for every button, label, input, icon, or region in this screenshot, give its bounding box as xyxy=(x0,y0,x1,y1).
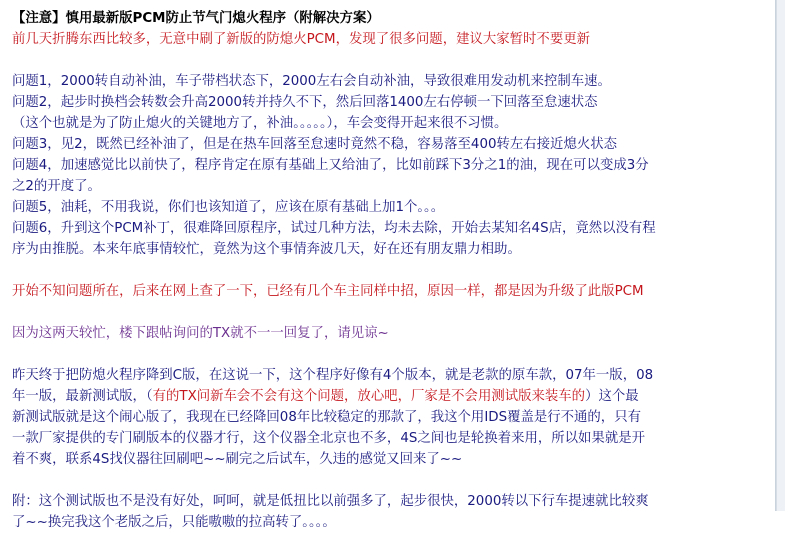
problem-6-continued: 序为由推脱。本来年底事情较忙，竟然为这个事情奔波几天，好在还有朋友鼎力相助。 xyxy=(12,242,521,257)
solution-line-2-start: 年一版，最新测试版，（ xyxy=(12,389,153,404)
solution-highlight: 有的TX问新车会不会有这个问题，放心吧，厂家是不会用测试版来装车的 xyxy=(152,389,586,404)
problem-5: 问题5，油耗，不用我说，你们也该知道了，应该在原有基础上加1个。。。 xyxy=(12,200,445,215)
problem-1: 问题1，2000转自动补油，车子带档状态下，2000左右会自动补油，导致很难用发动机来控制车速。 xyxy=(12,74,611,89)
solution-line-4: 一款厂家提供的专门刷版本的仪器才行，这个仪器全北京也不多，4S之间也是轮换着来用，所以如果就是开 xyxy=(12,431,645,446)
problem-2-continued: （这个也就是为了防止熄火的关键地方了，补油。。。。。），车会变得开起来很不习惯。 xyxy=(12,116,508,131)
solution-line-2-end: ）这个最 xyxy=(585,389,639,404)
problem-4: 问题4，加速感觉比以前快了，程序肯定在原有基础上又给油了，比如前踩下3分之1的油，现在可以变成3分 xyxy=(12,158,649,173)
spacer xyxy=(12,302,775,323)
spacer xyxy=(12,344,775,365)
problem-6: 问题6，升到这个PCM补丁，很难降回原程序，试过几种方法，均未去除，开始去某知名4S店，竟然以没有程 xyxy=(12,221,656,236)
problem-3: 问题3，见2，既然已经补油了，但是在热车回落至怠速时竟然不稳，容易落至400转左右接近熄火状态 xyxy=(12,137,618,152)
busy-notice: 因为这两天较忙，楼下跟帖询问的TX就不一一回复了，请见谅~ xyxy=(12,326,389,341)
problem-4-continued: 之2的开度了。 xyxy=(12,179,101,194)
cause-text: 开始不知问题所在，后来在网上查了一下，已经有几个车主同样中招，原因一样，都是因为升级了此版PCM xyxy=(12,284,644,299)
spacer xyxy=(12,50,775,71)
solution-line-5: 着不爽，联系4S找仪器往回刷吧~~刷完之后试车，久违的感觉又回来了~~ xyxy=(12,452,463,467)
solution-line-3: 新测试版就是这个闹心版了，我现在已经降回08年比较稳定的那款了，我这个用IDS覆盖是行不通的，只有 xyxy=(12,410,641,425)
vertical-scrollbar[interactable] xyxy=(776,0,785,511)
solution-line-1: 昨天终于把防熄火程序降到C版，在这说一下，这个程序好像有4个版本，就是老款的原车款，07年一版，08 xyxy=(12,368,654,383)
solution-line-2 xyxy=(12,386,775,407)
intro-text: 前几天折腾东西比较多，无意中刷了新版的防熄火PCM，发现了很多问题，建议大家暂时不要更新 xyxy=(12,32,590,47)
note-line-1: 附：这个测试版也不是没有好处，呵呵，就是低扭比以前强多了，起步很快，2000转以下行车提速就比较爽 xyxy=(12,494,649,509)
problem-2: 问题2，起步时换档会转数会升高2000转并持久不下，然后回落1400左右停顿一下回落至怠速状态 xyxy=(12,95,598,110)
post-title: 【注意】慎用最新版PCM防止节气门熄火程序（附解决方案） xyxy=(12,11,380,26)
spacer xyxy=(12,260,775,281)
note-line-2: 了~~换完我这个老版之后，只能嗷嗷的拉高转了。。。。 xyxy=(12,515,336,530)
spacer xyxy=(12,470,775,491)
